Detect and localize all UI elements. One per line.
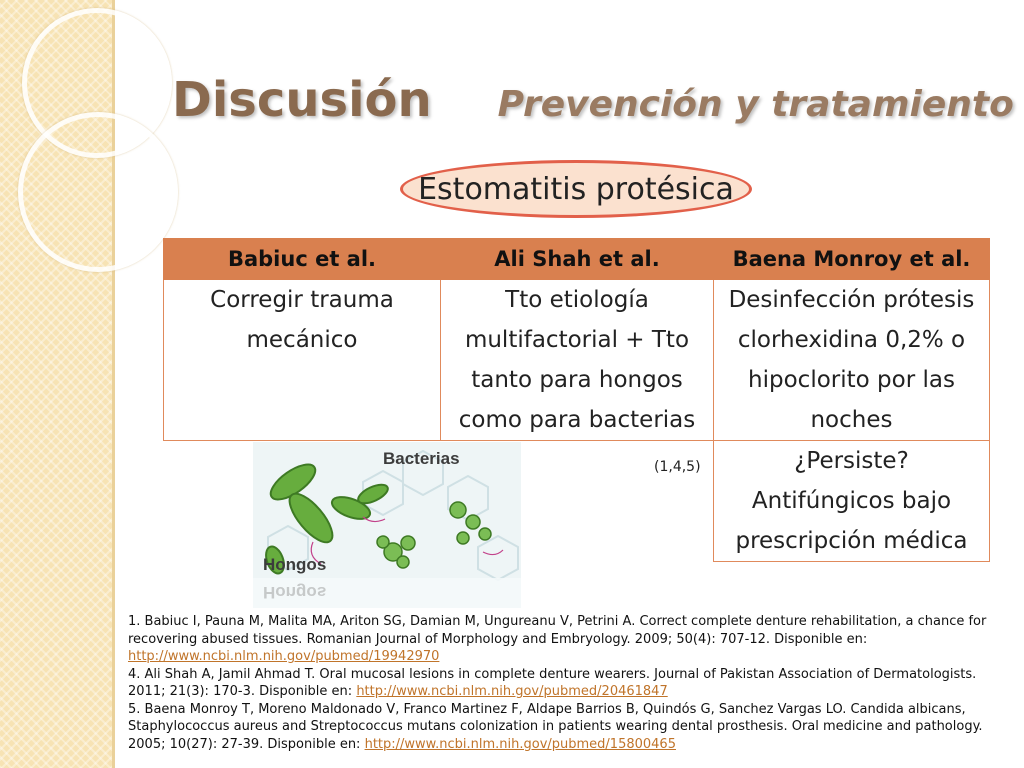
cell-line: clorhexidina 0,2% o (737, 327, 966, 353)
reference-item (128, 666, 1008, 701)
reference-link[interactable]: http://www.ncbi.nlm.nih.gov/pubmed/15800465 (364, 736, 676, 752)
reference-item (128, 613, 1008, 666)
citation-marker: (1,4,5) (654, 459, 701, 475)
reference-text: 5. Baena Monroy T, Moreno Maldonado V, Franco Martinez F, Aldape Barrios B, Quindós G, Sanchez Vargas LO. Candida albicans, Staphylococcus aureus and Streptococcus mutans colonization in patients wearing dental prosthesis. Oral medicine and pathology. 2005; 10(27): 27-39. Disponible en: (128, 701, 983, 752)
cell-line: Corregir trauma (210, 287, 394, 313)
bacterias-label: Bacterias (383, 449, 460, 468)
reference-link[interactable]: http://www.ncbi.nlm.nih.gov/pubmed/20461847 (356, 684, 668, 699)
header-babiuc: Babiuc et al. (164, 239, 441, 280)
header-ali-shah: Ali Shah et al. (441, 239, 714, 280)
bacteria-fungi-illustration (253, 442, 521, 608)
header-baena-monroy: Baena Monroy et al. (714, 239, 990, 280)
title-main: Discusión (172, 72, 432, 128)
cell-line: mecánico (246, 327, 358, 353)
cell-persiste (714, 441, 990, 562)
cell-line: Desinfección prótesis (728, 287, 975, 313)
cell-babiuc (164, 280, 441, 441)
hongos-label: Hongos (263, 555, 327, 574)
cell-line: ¿Persiste? (794, 448, 909, 474)
cell-line: como para bacterias (458, 407, 696, 433)
reference-item (128, 701, 1008, 754)
reference-text: 1. Babiuc I, Pauna M, Malita MA, Ariton SG, Damian M, Ungureanu V, Petrini A. Correct complete denture rehabilitation, a chance for recovering abused tissues. Romanian Journal of Morphology and Embryology. 2009; 50(4): 707-12. Disponible en: (128, 614, 987, 647)
cell-line: multifactorial + Tto (464, 327, 690, 353)
decorative-ring (18, 112, 178, 272)
reference-text: 4. Ali Shah A, Jamil Ahmad T. Oral mucosal lesions in complete denture wearers. Journal of Pakistan Association of Dermatologists. 2011; 21(3): 170-3. Disponible en: (128, 666, 977, 699)
table-header-row (164, 239, 990, 280)
cell-line: hipoclorito por las (748, 367, 955, 393)
cell-ali-shah (441, 280, 714, 441)
topic-badge: Estomatitis protésica (400, 160, 752, 218)
hongos-reflection: Hongos (263, 583, 327, 602)
cell-line: Antifúngicos bajo (751, 488, 952, 514)
references (128, 613, 1008, 753)
cell-line: prescripción médica (735, 528, 968, 554)
cell-baena-monroy (714, 280, 990, 441)
title-sub: Prevención y tratamiento (497, 84, 1014, 125)
cell-line: Tto etiología (505, 287, 649, 313)
slide-title (172, 72, 1014, 128)
cell-line: tanto para hongos (471, 367, 683, 393)
reference-link[interactable]: http://www.ncbi.nlm.nih.gov/pubmed/19942970 (128, 649, 440, 664)
cell-line: noches (810, 407, 893, 433)
table-row (164, 280, 990, 441)
